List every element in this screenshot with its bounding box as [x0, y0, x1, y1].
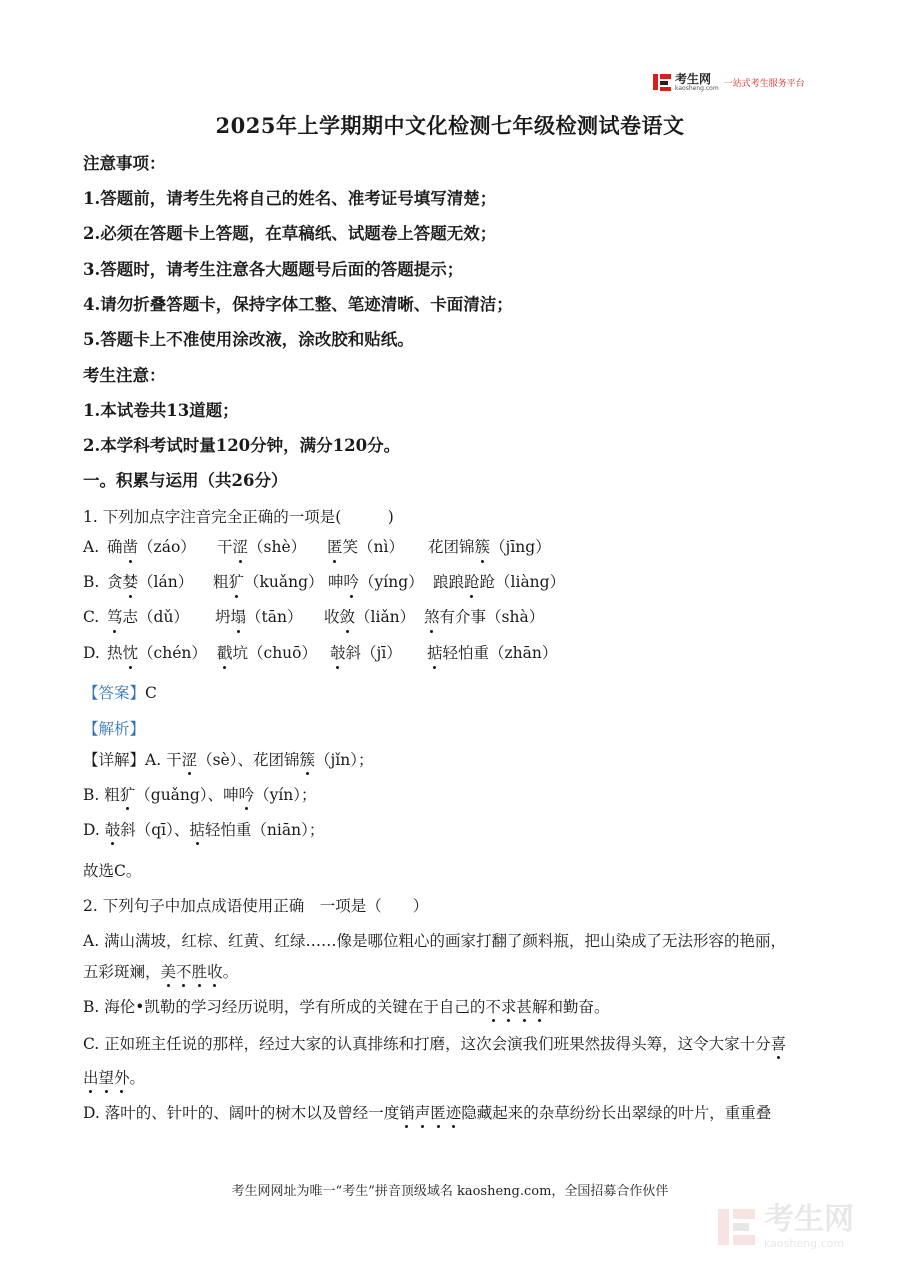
option-item: 笃志（dǔ）	[107, 608, 189, 626]
option-item: 热忱（chén）	[107, 644, 207, 662]
option-item: 干涩（shè）	[217, 538, 307, 556]
option-item: 粗犷（kuǎng）	[213, 573, 324, 591]
logo-slogan: 一站式考生服务平台	[723, 78, 805, 89]
option-item: 呻吟（yíng）	[328, 573, 424, 591]
question-2-option-a-cont: 五彩斑斓，美不胜收。	[83, 963, 239, 981]
watermark-name: 考生网	[764, 1202, 854, 1237]
logo-domain: kaosheng.com	[675, 84, 719, 92]
answer-value: C	[145, 684, 157, 702]
watermark	[716, 1202, 854, 1250]
option-item: 攲斜（jī）	[330, 644, 402, 662]
question-2-option-a[interactable]: A. 满山满坡，红棕、红黄、红绿……像是哪位粗心的画家打翻了颜料瓶，把山染成了无法形容的艳丽，	[83, 932, 787, 950]
option-item: 掂轻怕重（zhān）	[427, 644, 558, 662]
question-2-option-c-cont: 出望外。	[83, 1069, 146, 1087]
dotted-idiom: 销声匿迹	[399, 1104, 462, 1122]
question-2-option-b[interactable]: B. 海伦•凯勒的学习经历说明，学有所成的关键在于自己的不求甚解和勤奋。	[83, 998, 610, 1016]
candidate-notice-item: 1.本试卷共13道题；	[83, 401, 239, 420]
question-2-stem: 2. 下列句子中加点成语使用正确 一项是（ ）	[83, 897, 429, 915]
exam-page: 考生网 kaosheng.com 一站式考生服务平台 2025年上学期期中文化检测七年级检测试卷语文 注意事项： 1.答题前，请考生先将自己的姓名、准考证号填写清楚； 2.必须在答题卡上答题，在草稿纸、试题卷上答题无效； 3.答题时，请考生注意各大题题号后面的答题提示； 4.请勿折叠答题卡，保持字体工整、笔迹清晰、卡面清洁； 5.答题卡上不准使用涂改液，涂改胶和贴纸。 考生注意： 1.本试卷共13道题； 2.本学科考试时量120分钟，满分120分。 一。积累与运用（共26分） 1. 下列加点字注音完全正确的一项是( ) A. 确凿（záo） 干涩（shè） 匿笑（nì） 花团锦簇（jīng） B. 贪婪（lán） 粗犷（kuǎng） 呻吟（yíng） 踉踉跄跄（liàng） C. 笃志（dǔ） 坍塌（tān） 收敛（liǎn） 煞有介事（shà） D. 热忱（chén） 戳坑（chuō） 攲斜（jī） 掂轻怕重（zhān） 【答案】C 【解析】 【详解】A. 干涩（sè）、花团锦簇（jǐn）； B. 粗犷（guǎng）、呻吟（yín）； D. 攲斜（qī）、掂轻怕重（niān）； 故选C。 2. 下列句子中加点成语使用正确 一项是（ ） A. 满山满坡，红棕、红黄、红绿……像是哪位粗心的画家打翻了颜料瓶，把山染成了无法形容的艳丽， 五彩斑斓，美不胜收。 B. 海伦•凯勒的学习经历说明，学有所成的关键在于自己的不求甚解和勤奋。 C. 正如班主任说的那样，经过大家的认真排练和打磨，这次会演我们班果然拔得头筹，这令大家十分喜 出望外。 D. 落叶的、针叶的、阔叶的树木以及曾经一度销声匿迹隐藏起来的杂草纷纷长出翠绿的叶片，重重叠 考生网网址为唯一“考生”拼音顶级域名 kaosheng.com，全国招募合作伙伴 考生网 kaosheng.com	[0, 0, 900, 1272]
option-item: 匿笑（nì）	[327, 538, 404, 556]
option-item: 确凿（záo）	[107, 538, 196, 556]
candidate-notice-heading: 考生注意：	[83, 366, 166, 385]
kaosheng-logo-icon	[652, 72, 672, 92]
logo-name: 考生网	[675, 71, 712, 86]
footer-note: 考生网网址为唯一“考生”拼音顶级域名 kaosheng.com，全国招募合作伙伴	[231, 1184, 669, 1199]
option-item: 踉踉跄跄（liàng）	[433, 573, 566, 591]
option-item: 煞有介事（shà）	[424, 608, 545, 626]
option-item: 收敛（liǎn）	[324, 608, 416, 626]
detail-line-b: B. 粗犷（guǎng）、呻吟（yín）；	[83, 786, 317, 804]
kaosheng-watermark-icon	[716, 1205, 758, 1249]
question-1-stem: 1. 下列加点字注音完全正确的一项是( )	[83, 508, 394, 526]
detail-line-a: 【详解】A. 干涩（sè）、花团锦簇（jǐn）；	[83, 751, 374, 769]
kaosheng-logo[interactable]	[652, 71, 805, 93]
option-item: 贪婪（lán）	[107, 573, 194, 591]
dotted-idiom: 美不胜收	[160, 963, 223, 981]
candidate-notice-item: 2.本学科考试时量120分钟，满分120分。	[83, 436, 401, 455]
question-2-option-c[interactable]: C. 正如班主任说的那样，经过大家的认真排练和打磨，这次会演我们班果然拔得头筹，这令大家十分喜	[83, 1035, 787, 1053]
notice-item: 4.请勿折叠答题卡，保持字体工整、笔迹清晰、卡面清洁；	[83, 295, 513, 314]
notice-item: 5.答题卡上不准使用涂改液，涂改胶和贴纸。	[83, 330, 414, 349]
exam-title: 2025年上学期期中文化检测七年级检测试卷语文	[215, 113, 685, 138]
dotted-idiom: 不求甚解	[485, 998, 548, 1016]
option-item: 坍塌（tān）	[215, 608, 303, 626]
option-item: 花团锦簇（jīng）	[428, 538, 551, 556]
dotted-idiom: 出望外	[83, 1069, 130, 1087]
answer-line	[83, 683, 157, 703]
notice-item: 3.答题时，请考生注意各大题题号后面的答题提示；	[83, 260, 464, 279]
notice-heading: 注意事项：	[83, 154, 166, 173]
question-2-option-d[interactable]: D. 落叶的、针叶的、阔叶的树木以及曾经一度销声匿迹隐藏起来的杂草纷纷长出翠绿的叶片，重重叠	[83, 1104, 772, 1122]
option-item: 戳坑（chuō）	[217, 644, 317, 662]
analysis-label: 【解析】	[83, 720, 146, 738]
detail-line-d: D. 攲斜（qī）、掂轻怕重（niān）；	[83, 821, 325, 839]
conclusion: 故选C。	[83, 862, 142, 880]
notice-item: 2.必须在答题卡上答题，在草稿纸、试题卷上答题无效；	[83, 224, 497, 243]
notice-item: 1.答题前，请考生先将自己的姓名、准考证号填写清楚；	[83, 189, 497, 208]
answer-label: 【答案】	[83, 684, 146, 702]
section-heading: 一。积累与运用（共26分）	[83, 471, 288, 490]
watermark-domain: kaosheng.com	[764, 1237, 845, 1250]
